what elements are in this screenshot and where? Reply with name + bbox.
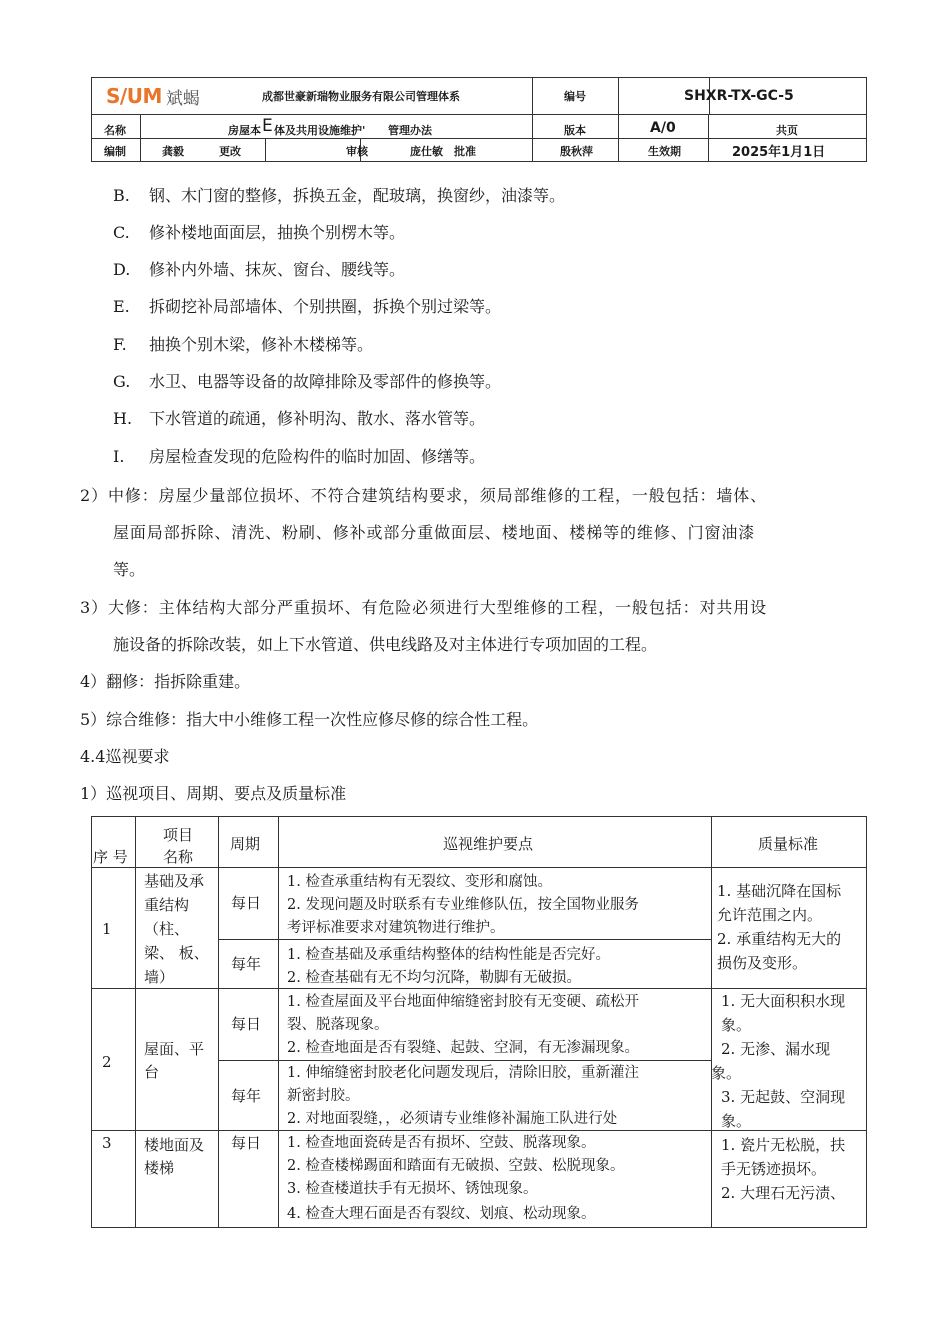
effective-date: 2025年1月1日 [732, 144, 826, 160]
inspection-point: 2. 对地面裂缝，，必须请专业维修补漏施工队进行处 [287, 1111, 618, 1127]
company-logo [106, 78, 200, 114]
header-col-divider [708, 114, 709, 162]
table-col-divider [278, 816, 279, 1228]
major-repair-line1: 3）大修：主体结构大部分严重损坏、有危险必须进行大型维修的工程，一般包括：对共用设 [80, 598, 768, 617]
header-no: 序 号 [93, 848, 128, 866]
inspection-point: 1. 检查基础及承重结构整体的结构性能是否完好。 [287, 947, 610, 963]
inspection-point: 2. 发现问题及时联系有专业维修队伍，按全国物业服务 [287, 897, 639, 913]
quality-standard-line: 2. 承重结构无大的 [717, 930, 842, 948]
editor-value: 龚毅 [162, 145, 184, 158]
table-border [91, 816, 867, 817]
header-col-divider [265, 138, 266, 162]
quality-standard-line: 损伤及变形。 [717, 954, 808, 972]
list-text: 抽换个别木梁，修补木楼梯等。 [149, 335, 374, 354]
period-yearly: 每年 [231, 1087, 262, 1105]
quality-standard-line: 2. 无渗、漏水现 [721, 1040, 831, 1058]
row-number: 1 [102, 920, 112, 938]
editor-label: 编制 [104, 145, 126, 158]
comprehensive-repair-paragraph: 5）综合维修：指大中小维修工程一次性应修尽修的综合性工程。 [80, 710, 539, 729]
section-heading: 4.4巡视要求 [80, 747, 170, 766]
header-col-divider [618, 78, 619, 162]
review-label: 审核 [346, 145, 368, 158]
period-daily: 每日 [231, 894, 262, 912]
inspection-table [91, 816, 867, 1228]
item-name-line: 基础及承 [144, 872, 205, 890]
list-letter: F. [113, 335, 127, 354]
inspection-point: 4. 检查大理石面是否有裂纹、划痕、松动现象。 [287, 1206, 596, 1222]
list-item [113, 223, 405, 243]
header-points: 巡视维护要点 [443, 835, 534, 853]
header-col-divider [140, 114, 141, 162]
list-text: 水卫、电器等设备的故障排除及零部件的修换等。 [149, 372, 502, 391]
list-letter: G. [113, 372, 131, 391]
inspection-point: 1. 检查地面瓷砖是否有损坏、空鼓、脱落现象。 [287, 1135, 596, 1151]
inspection-point: 1. 检查屋面及平台地面伸缩缝密封胶有无变硬、疏松开 [287, 994, 639, 1010]
name-label: 名称 [104, 124, 126, 137]
pages-label: 共页 [776, 124, 798, 137]
item-name-line: 楼地面及 [144, 1136, 205, 1154]
name-value-part1: 房屋本 [228, 124, 261, 137]
list-item [113, 260, 405, 280]
list-item [113, 186, 565, 206]
table-border [91, 1227, 867, 1228]
quality-standard-line: 允许范围之内。 [717, 906, 823, 924]
quality-standard-line: 3. 无起鼓、空洞现 [721, 1088, 846, 1106]
list-text: 下水管道的疏通，修补明沟、散水、落水管等。 [149, 409, 486, 428]
list-text: 修补楼地面面层，抽换个别楞木等。 [149, 223, 406, 242]
period-daily: 每日 [231, 1015, 262, 1033]
period-daily: 每日 [231, 1134, 262, 1152]
quality-standard-line: 象。 [721, 1112, 752, 1130]
renovation-paragraph: 4）翻修：指拆除重建。 [80, 672, 251, 691]
list-item [113, 335, 373, 355]
row-number: 3 [102, 1134, 112, 1152]
inspection-point: 裂、脱落现象。 [287, 1017, 389, 1033]
quality-standard-line: 象。 [721, 1016, 752, 1034]
quality-standard-line: 1. 瓷片无松脱，扶 [721, 1136, 846, 1154]
quality-standard-line: 1. 基础沉降在国标 [717, 882, 842, 900]
change-label: 更改 [219, 145, 241, 158]
item-name-line: 墙） [144, 968, 175, 986]
inspection-point: 3. 检查楼道扶手有无损坏、锈蚀现象。 [287, 1181, 538, 1197]
item-name-line: 屋面、平 [144, 1040, 205, 1058]
quality-standard-line: 2. 大理石无污渍、 [721, 1184, 846, 1202]
document-number: SHXR-TX-GC-5 [684, 88, 794, 104]
table-row-divider [218, 1060, 712, 1061]
name-value-part2: 体及共用设施维护' [274, 124, 366, 137]
inspection-point: 考评标准要求对建筑物进行维护。 [287, 920, 505, 936]
header-item-2: 名称 [163, 848, 194, 866]
table-row-divider [218, 939, 712, 940]
list-letter: C. [113, 223, 130, 242]
header-item-1: 项目 [163, 826, 194, 844]
table-row-divider [91, 867, 867, 868]
header-col-divider [532, 78, 533, 162]
logo-brand: S/UM [106, 84, 162, 108]
list-item [113, 447, 485, 467]
quality-standard-line: 1. 无大面积积水现 [721, 992, 846, 1010]
item-name-line: 梁、 板、 [144, 944, 209, 962]
list-letter: H. [113, 409, 133, 428]
name-value-e: E [262, 116, 273, 136]
item-name-line: 楼梯 [144, 1159, 175, 1177]
effective-label: 生效期 [648, 145, 681, 158]
inspection-point: 2. 检查基础有无不均匀沉降，勒脚有无破损。 [287, 970, 581, 986]
period-yearly: 每年 [231, 955, 262, 973]
item-name-line: 台 [144, 1063, 160, 1081]
inspection-point: 2. 检查楼梯踢面和踏面有无破损、空鼓、松脱现象。 [287, 1158, 625, 1174]
table-border [91, 816, 92, 1228]
major-repair-line2: 施设备的拆除改装，如上下水管道、供电线路及对主体进行专项加固的工程。 [113, 635, 658, 654]
medium-repair-line2: 屋面局部拆除、清洗、粉刷、修补或部分重做面层、楼地面、楼梯等的维修、门窗油漆 [113, 523, 756, 542]
quality-standard-line: 手无锈迹损坏。 [721, 1160, 827, 1178]
version-value: A/0 [650, 120, 676, 136]
inspection-point: 1. 检查承重结构有无裂纹、变形和腐蚀。 [287, 874, 552, 890]
review-value: 庞仕敏 [410, 145, 443, 158]
item-name-line: 重结构 [144, 896, 190, 914]
list-item [113, 372, 501, 392]
approve-value: 殷秋萍 [560, 145, 593, 158]
list-letter: E. [113, 297, 130, 316]
medium-repair-line3: 等。 [113, 560, 146, 579]
version-label: 版本 [564, 124, 586, 137]
inspection-point: 2. 检查地面是否有裂缝、起鼓、空洞，有无渗漏现象。 [287, 1040, 639, 1056]
list-letter: I. [113, 447, 125, 466]
inspection-point: 1. 伸缩缝密封胶老化问题发现后，清除旧胶，重新灌注 [287, 1065, 639, 1081]
list-text: 钢、木门窗的整修，拆换五金，配玻璃，换窗纱，油漆等。 [149, 186, 566, 205]
subsection-heading: 1）巡视项目、周期、要点及质量标准 [80, 784, 347, 803]
number-label: 编号 [564, 90, 586, 103]
list-item [113, 297, 501, 317]
header-row-divider [92, 114, 866, 115]
table-col-divider [135, 816, 136, 1228]
company-system-title: 成都世豪新瑞物业服务有限公司管理体系 [262, 90, 460, 103]
list-text: 房屋检查发现的危险构件的临时加固、修缮等。 [149, 447, 486, 466]
header-period: 周期 [230, 835, 261, 853]
item-name-line: （柱、 [144, 920, 190, 938]
list-text: 修补内外墙、抹灰、窗台、腰线等。 [149, 260, 406, 279]
list-letter: B. [113, 186, 130, 205]
table-border [866, 816, 867, 1228]
name-value-part3: 管理办法 [388, 124, 432, 137]
row-number: 2 [102, 1053, 112, 1071]
quality-standard-line: 象。 [711, 1064, 742, 1082]
table-col-divider [218, 816, 219, 1228]
header-standard: 质量标准 [758, 835, 819, 853]
table-col-divider [711, 816, 712, 1228]
document-header [91, 77, 867, 162]
inspection-point: 新密封胶。 [287, 1088, 360, 1104]
list-text: 拆砌挖补局部墙体、个别拱圈，拆换个别过梁等。 [149, 297, 502, 316]
approve-label: 批准 [454, 145, 476, 158]
medium-repair-line1: 2）中修：房屋少量部位损坏、不符合建筑结构要求，须局部维修的工程，一般包括：墙体、 [80, 486, 768, 505]
logo-chinese: 斌蝎 [165, 88, 200, 109]
list-item [113, 409, 485, 429]
list-letter: D. [113, 260, 131, 279]
